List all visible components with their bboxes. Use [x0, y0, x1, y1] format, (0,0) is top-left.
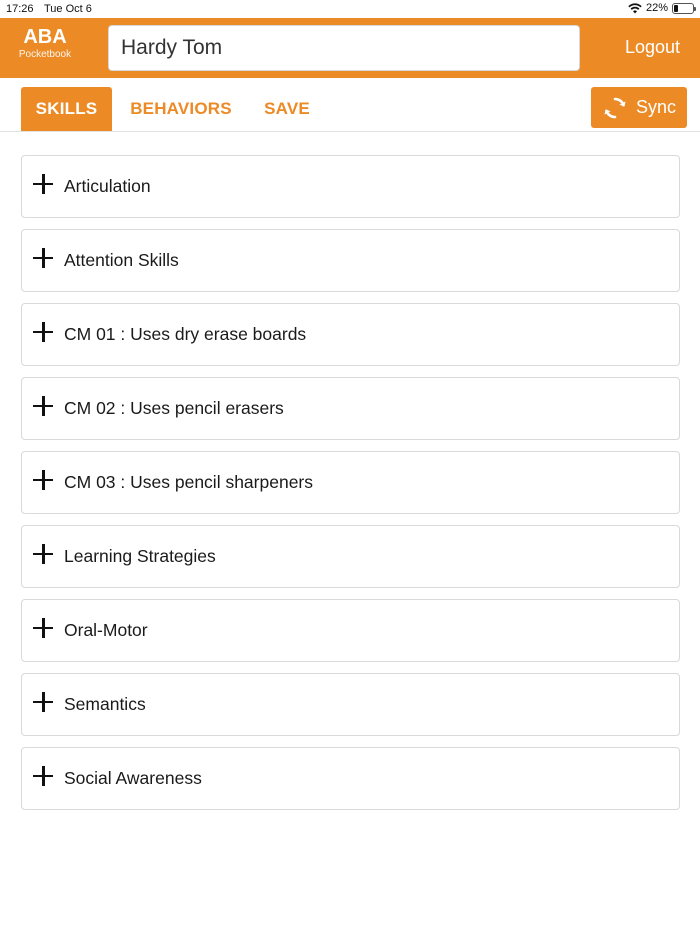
list-item-semantics[interactable] — [21, 673, 680, 736]
plus-icon — [33, 692, 53, 712]
tab-behaviors[interactable]: BEHAVIORS — [130, 99, 232, 118]
plus-icon — [33, 248, 53, 268]
plus-icon — [33, 470, 53, 490]
battery-fill — [674, 5, 678, 12]
list-item-cm-02[interactable] — [21, 377, 680, 440]
list-item-label: CM 01 : Uses dry erase boards — [64, 324, 307, 344]
battery-icon — [672, 3, 694, 14]
sync-button[interactable] — [591, 87, 687, 128]
tab-skills[interactable]: SKILLS — [21, 87, 112, 131]
battery-percent: 22% — [645, 2, 668, 14]
plus-icon — [33, 766, 53, 786]
list-item-label: Attention Skills — [64, 250, 179, 270]
tab-bar — [0, 78, 700, 132]
tab-save[interactable]: SAVE — [264, 99, 310, 118]
plus-icon — [33, 174, 53, 194]
list-item-label: CM 03 : Uses pencil sharpeners — [64, 472, 313, 492]
logout-button[interactable]: Logout — [624, 37, 680, 57]
status-bar — [0, 0, 700, 18]
list-item-attention-skills[interactable] — [21, 229, 680, 292]
app-logo — [10, 26, 80, 61]
wifi-icon — [628, 3, 642, 14]
list-item-label: Semantics — [64, 694, 146, 714]
plus-icon — [33, 618, 53, 638]
brand-name: ABA — [23, 26, 67, 48]
list-item-oral-motor[interactable] — [21, 599, 680, 662]
list-item-label: Oral-Motor — [64, 620, 148, 640]
list-item-cm-03[interactable] — [21, 451, 680, 514]
student-name-field[interactable] — [108, 25, 580, 71]
skills-list — [21, 155, 680, 821]
list-item-label: Social Awareness — [64, 768, 202, 788]
plus-icon — [33, 544, 53, 564]
list-item-social-awareness[interactable] — [21, 747, 680, 810]
plus-icon — [33, 396, 53, 416]
status-date: Tue Oct 6 — [44, 3, 92, 15]
status-time: 17:26 — [6, 3, 34, 15]
list-item-label: Articulation — [64, 176, 151, 196]
sync-label: Sync — [635, 97, 677, 117]
list-item-learning-strategies[interactable] — [21, 525, 680, 588]
list-item-label: CM 02 : Uses pencil erasers — [64, 398, 284, 418]
list-item-articulation[interactable] — [21, 155, 680, 218]
app-header — [0, 18, 700, 78]
brand-subtitle: Pocketbook — [18, 49, 72, 60]
list-item-label: Learning Strategies — [64, 546, 216, 566]
status-right — [628, 2, 694, 14]
plus-icon — [33, 322, 53, 342]
list-item-cm-01[interactable] — [21, 303, 680, 366]
sync-icon — [602, 95, 628, 121]
